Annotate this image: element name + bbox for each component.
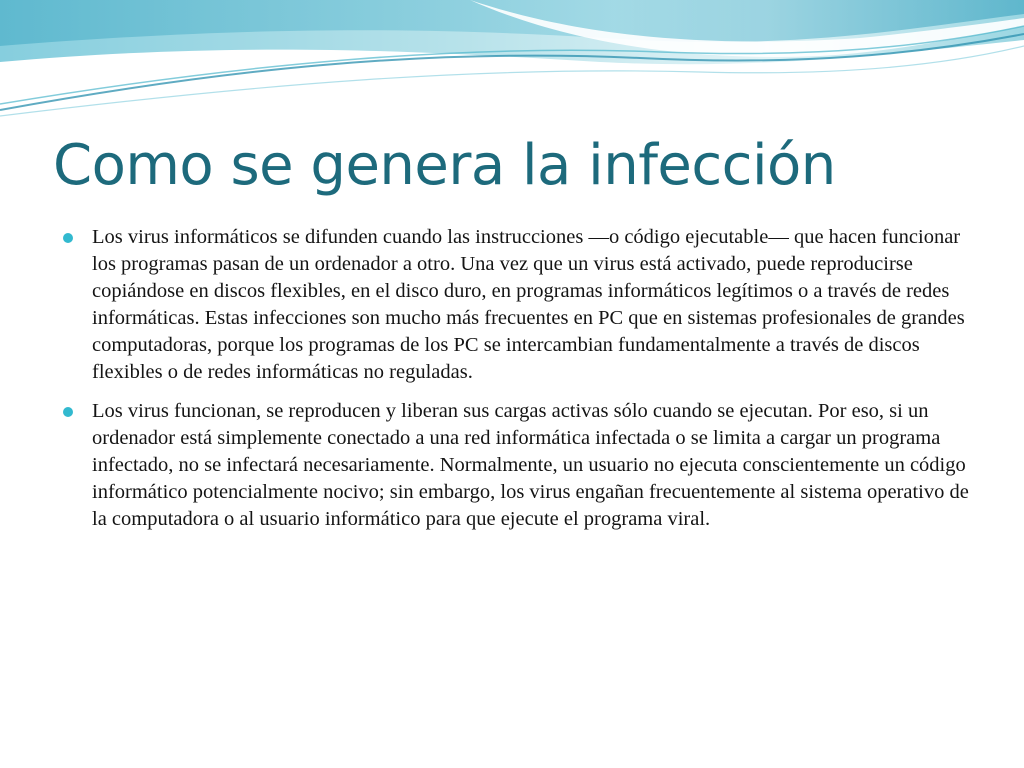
header-wave-decoration [0,0,1024,120]
bullet-dot-icon [63,407,73,417]
bullet-item [60,224,970,386]
bullet-item [60,398,970,533]
bullet-list [60,224,970,545]
slide-title: Como se genera la infección [53,133,836,198]
bullet-text: Los virus funcionan, se reproducen y liberan sus cargas activas sólo cuando se ejecutan. Por eso, si un ordenador está simplemente conectado a una red informática infectada o se limita a cargar un programa infectado, no se infectará necesariamente. Normalmente, un usuario no ejecuta conscientemente un código informático potencialmente nocivo; sin embargo, los virus engañan frecuentemente al sistema operativo de la computadora o al usuario informático para que ejecute el programa viral. [92,400,969,530]
bullet-dot-icon [63,233,73,243]
bullet-text: Los virus informáticos se difunden cuando las instrucciones —o código ejecutable— que hacen funcionar los programas pasan de un ordenador a otro. Una vez que un virus está activado, puede reproducirse copiándose en discos flexibles, en el disco duro, en programas informáticos legítimos o a través de redes informáticas. Estas infecciones son mucho más frecuentes en PC que en sistemas profesionales de grandes computadoras, porque los programas de los PC se intercambian fundamentalmente a través de discos flexibles o de redes informáticas no reguladas. [92,226,965,383]
